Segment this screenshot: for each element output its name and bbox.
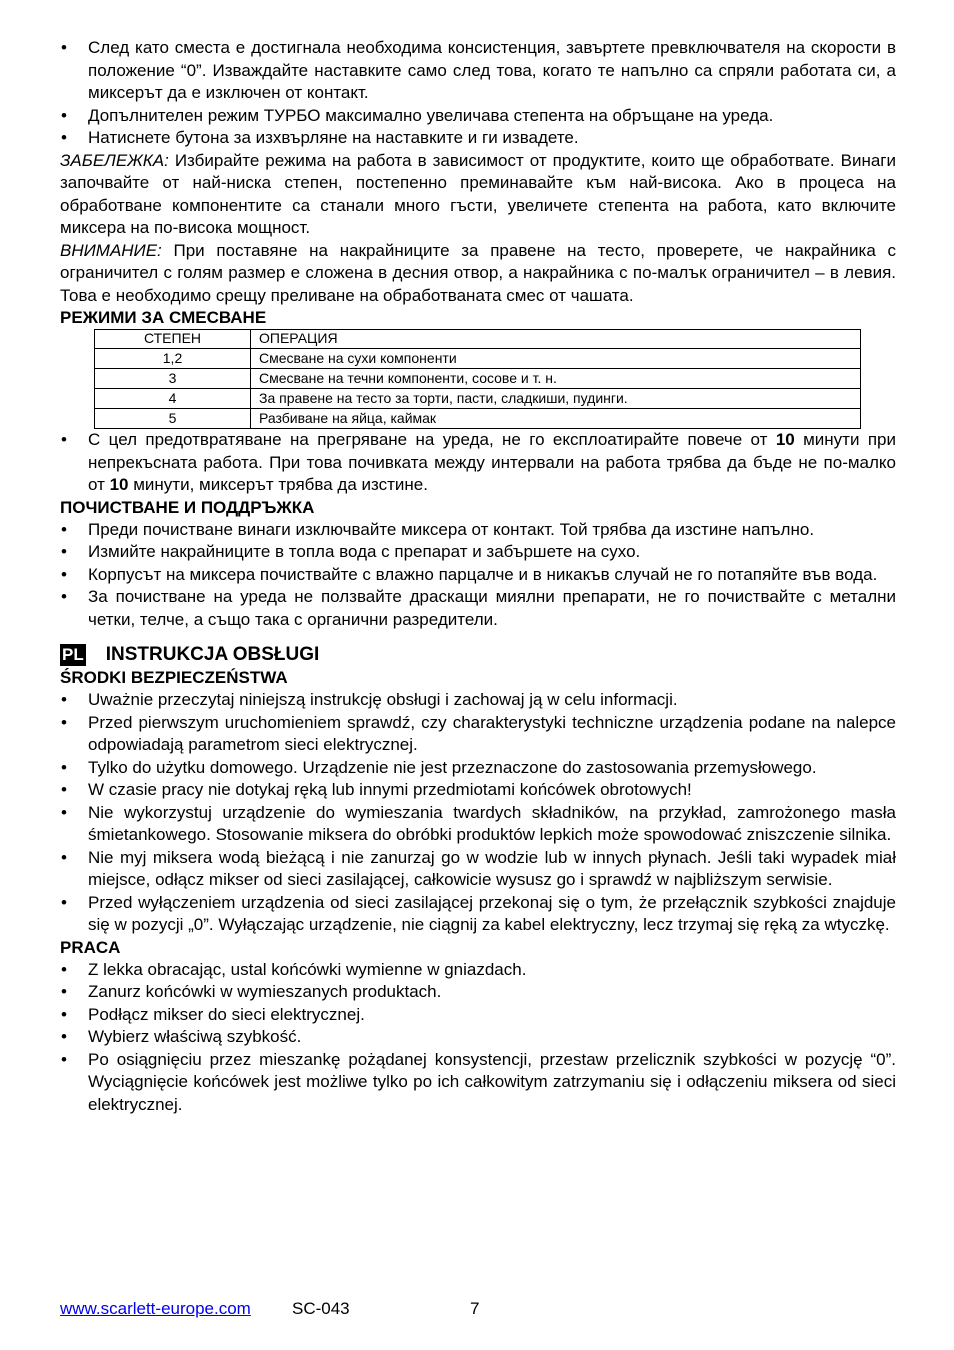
overheat-text-a: С цел предотвратяване на прегряване на уреда, не го експлоатирайте повече от [88, 430, 776, 449]
list-item: • Измийте накрайниците в топла вода с препарат и забършете на сухо. [60, 541, 896, 564]
table-cell-speed: 5 [95, 409, 251, 429]
bg-usage-list [60, 37, 896, 150]
list-item: • Nie wykorzystuj urządzenie do wymieszania twardych składników, na przykład, zamrożonego masła śmietankowego. Stosowanie miksera do obróbki produktów lepkich może spowodować zniszczenie silnika. [60, 802, 896, 847]
list-item: • Przed wyłączeniem urządzenia od sieci zasilającej przekonaj się o tym, że przełącznik szybkości znajduje się w pozycji „0”. Wyłączając urządzenie, nie ciągnij za kabel elektryczny, lecz trzymaj się ręką za wtyczkę. [60, 892, 896, 937]
list-item: • Допълнителен режим ТУРБО максимално увеличава степента на обръщане на уреда. [60, 105, 896, 128]
note-label: ЗАБЕЛЕЖКА: [60, 150, 169, 170]
list-item [60, 429, 896, 497]
warning-label: ВНИМАНИЕ: [60, 240, 162, 260]
list-item: • Nie myj miksera wodą bieżącą i nie zanurzaj go w wodzie lub w innych płynach. Jeśli taki wypadek miał miejsce, odłącz mikser od sieci zasilającej, całkowicie wysusz go i sprawdź w najbliższym serwisie. [60, 847, 896, 892]
table-row [95, 409, 861, 429]
list-item: • Po osiągnięciu przez mieszankę pożądanej konsystencji, przestaw przelicznik szybkości w pozycję “0”. Wyciągnięcie końcówek jest możliwe tylko po ich całkowitym zatrzymaniu się i odłączeniu miksera od sieci elektrycznej. [60, 1049, 896, 1117]
note-text: Избирайте режима на работа в зависимост от продуктите, които ще обработвате. Винаги започвайте от най-ниска степен, постепенно преминавайте към най-висока. Ако в процеса на обработване компонентите са станали много гъсти, увеличете степента на работа, като включите миксера на по-висока мощност. [60, 150, 896, 237]
warning-paragraph [60, 240, 896, 308]
list-item: • Tylko do użytku domowego. Urządzenie nie jest przeznaczone do zastosowania przemysłowego. [60, 757, 896, 780]
list-item: • Zanurz końcówki w wymieszanych produktach. [60, 981, 896, 1004]
list-item: • Z lekka obracając, ustal końcówki wymienne w gniazdach. [60, 959, 896, 982]
table-cell-speed: 4 [95, 389, 251, 409]
overheat-minutes-2: 10 [109, 475, 129, 494]
cleaning-heading: ПОЧИСТВАНЕ И ПОДДРЪЖКА [60, 497, 315, 517]
cleaning-list [60, 519, 896, 632]
table-cell-operation: Смесване на сухи компоненти [251, 349, 861, 369]
language-badge: PL [62, 645, 84, 664]
page-number: 7 [470, 1299, 480, 1318]
model-number: SC-043 [292, 1299, 350, 1318]
website-link[interactable]: www.scarlett-europe.com [60, 1299, 251, 1318]
work-heading: PRACA [60, 937, 121, 957]
table-cell-speed: 3 [95, 369, 251, 389]
work-list [60, 959, 896, 1117]
table-row [95, 389, 861, 409]
table-header-operation: ОПЕРАЦИЯ [251, 330, 861, 349]
table-header-row [95, 330, 861, 349]
table-cell-operation: Смесване на течни компоненти, сосове и т. н. [251, 369, 861, 389]
warning-text: При поставяне на накрайниците за правене на тесто, проверете, че накрайника с ограничител с голям размер е сложена в десния отвор, а накрайника с по-малък ограничител – в левия. Това е необходимо срещу преливане на обработваната смес от чашата. [60, 240, 896, 305]
overheat-text-c: минути, миксерът трябва да изстине. [128, 475, 428, 494]
list-item: • Uważnie przeczytaj niniejszą instrukcję obsługi i zachowaj ją w celu informacji. [60, 689, 896, 712]
overheat-list [60, 429, 896, 497]
safety-list [60, 689, 896, 937]
safety-heading: ŚRODKI BEZPIECZEŃSTWA [60, 668, 288, 687]
list-item: • Podłącz mikser do sieci elektrycznej. [60, 1004, 896, 1027]
overheat-text-b: минути при непрекъсната работа. При това почивката между интервали на работа трябва да бъде не по-малко от [88, 430, 896, 494]
table-cell-operation: За правене на тесто за торти, пасти, сладкиши, пудинги. [251, 389, 861, 409]
table-cell-operation: Разбиване на яйца, каймак [251, 409, 861, 429]
table-row [95, 369, 861, 389]
modes-table [94, 329, 861, 429]
pl-title: INSTRUKCJA OBSŁUGI [105, 644, 320, 665]
note-paragraph [60, 150, 896, 240]
list-item: • W czasie pracy nie dotykaj ręką lub innymi przedmiotami końcówek obrotowych! [60, 779, 896, 802]
list-item: • Натиснете бутона за изхвърляне на наставките и ги извадете. [60, 127, 896, 150]
list-item: • За почистване на уреда не ползвайте драскащи миялни препарати, не го почиствайте с метални четки, телче, а също така с органични разредители. [60, 586, 896, 631]
list-item: • Wybierz właściwą szybkość. [60, 1026, 896, 1049]
table-row [95, 349, 861, 369]
page-footer [60, 1299, 896, 1323]
table-cell-speed: 1,2 [95, 349, 251, 369]
modes-heading: РЕЖИМИ ЗА СМЕСВАНЕ [60, 308, 267, 327]
overheat-minutes-1: 10 [775, 430, 795, 449]
table-header-speed: СТЕПЕН [95, 330, 251, 349]
pl-section-title [60, 643, 896, 667]
list-item: • Преди почистване винаги изключвайте миксера от контакт. Той трябва да изстине напълно. [60, 519, 896, 542]
page-content [60, 37, 896, 1116]
list-item: • След като сместа е достигнала необходима консистенция, завъртете превключвателя на скорости в положение “0”. Изваждайте наставките само след това, когато те напълно са спряли работата си, а миксерът да е изключен от контакт. [60, 37, 896, 105]
list-item: • Przed pierwszym uruchomieniem sprawdź, czy charakterystyki techniczne urządzenia podane na nalepce odpowiadają parametrom sieci elektrycznej. [60, 712, 896, 757]
list-item: • Корпусът на миксера почиствайте с влажно парцалче и в никакъв случай не го потапяйте във вода. [60, 564, 896, 587]
